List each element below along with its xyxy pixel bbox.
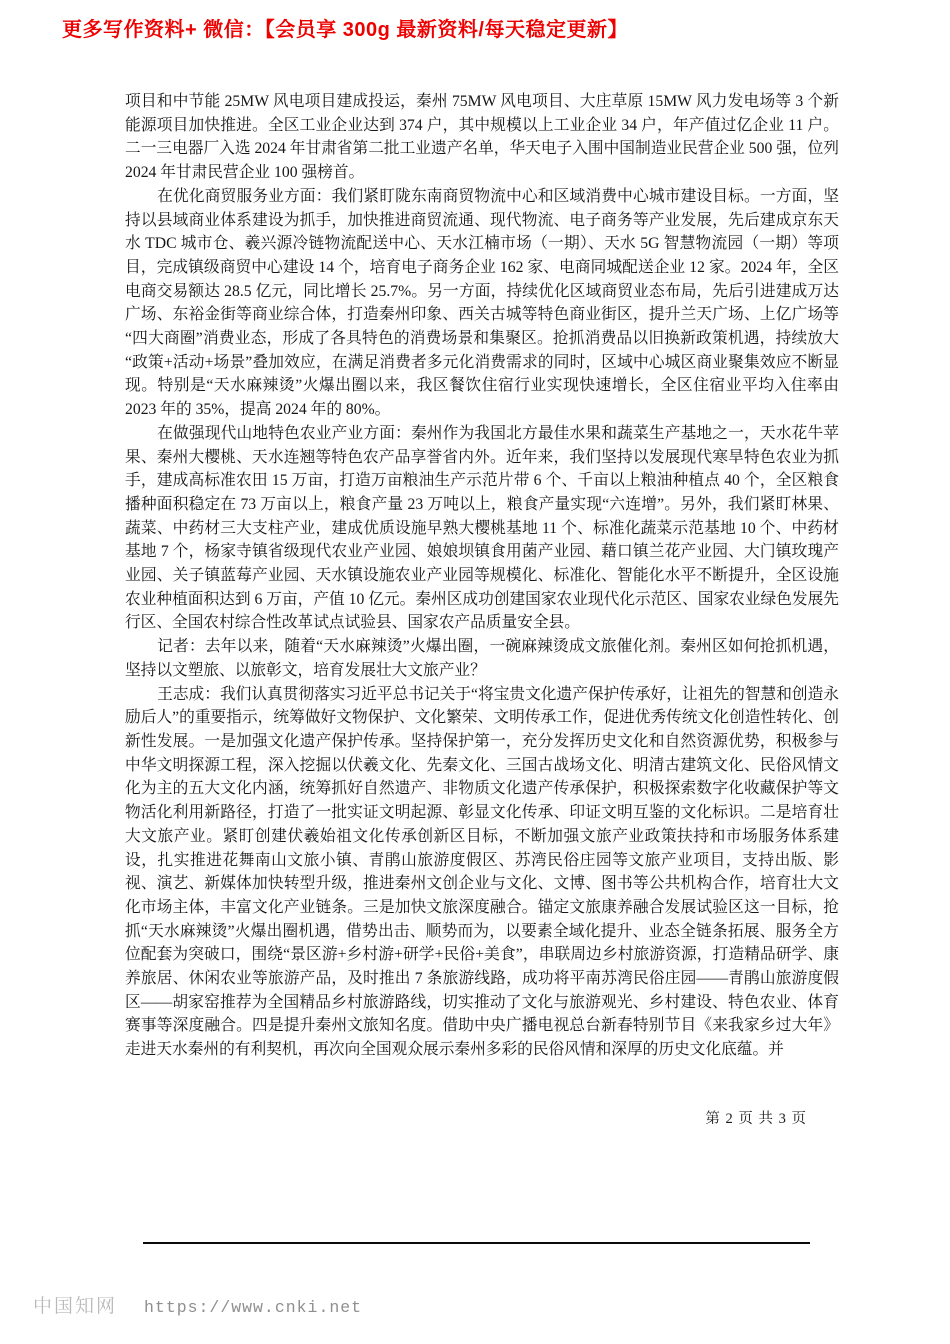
paragraph-industry-continuation: 项目和中节能 25MW 风电项目建成投运，秦州 75MW 风电项目、大庄草原 15MW 风力发电场等 3 个新能源项目加快推进。全区工业企业达到 374 户，其中规模以上工业企业 34 户，年产值过亿企业 11 户。二一三电器厂入选 2024 年甘肃省第二批工业遗产名单，华天电子入围中国制造业民营企业 500 强，位列 2024 年甘肃民营企业 100 强榜首。 bbox=[125, 93, 839, 182]
paragraph-reporter-question: 记者：去年以来，随着“天水麻辣烫”火爆出圈，一碗麻辣烫成文旅催化剂。秦州区如何抢抓机遇，坚持以文塑旅、以旅彰文，培育发展壮大文旅产业？ bbox=[125, 638, 839, 679]
document-page-content bbox=[125, 90, 839, 1062]
paragraph-mountain-agriculture: 在做强现代山地特色农业产业方面：秦州作为我国北方最佳水果和蔬菜生产基地之一，天水花牛苹果、秦州大樱桃、天水连翘等特色农产品享誉省内外。近年来，我们坚持以发展现代寒旱特色农业为抓手，建成高标准农田 15 万亩，打造万亩粮油生产示范片带 6 个、千亩以上粮油种植点 40 个，全区粮食播种面积稳定在 73 万亩以上，粮食产量 23 万吨以上，粮食产量实现“六连增”。另外，我们紧盯林果、蔬菜、中药材三大支柱产业，建成优质设施早熟大樱桃基地 11 个、标准化蔬菜示范基地 10 个、中药材基地 7 个，杨家寺镇省级现代农业产业园、娘娘坝镇食用菌产业园、藉口镇兰花产业园、大门镇玫瑰产业园、关子镇蓝莓产业园、天水镇设施农业产业园等规模化、标准化、智能化水平不断提升，全区设施农业种植面积达到 6 万亩，产值 10 亿元。秦州区成功创建国家农业现代化示范区、国家农业绿色发展先行区、全国农村综合性改革试点试验县、国家农产品质量安全县。 bbox=[125, 424, 839, 632]
cnki-url: https://www.cnki.net bbox=[144, 1298, 363, 1317]
promo-banner: 更多写作资料+ 微信：【会员享 300g 最新资料/每天稳定更新】 bbox=[62, 19, 628, 41]
cnki-logo-text: 中国知网 bbox=[33, 1296, 118, 1317]
footer-divider bbox=[143, 1242, 810, 1244]
page-number: 第 2 页 共 3 页 bbox=[705, 1111, 807, 1127]
paragraph-commerce-services: 在优化商贸服务业方面：我们紧盯陇东南商贸物流中心和区域消费中心城市建设目标。一方面，坚持以县域商业体系建设为抓手，加快推进商贸流通、现代物流、电子商务等产业发展，先后建成京东天水 TDC 城市仓、羲兴源冷链物流配送中心、天水江楠市场（一期）、天水 5G 智慧物流园（一期）等项目，完成镇级商贸中心建设 14 个，培育电子商务企业 162 家、电商同城配送企业 12 家。2024 年，全区电商交易额达 28.5 亿元，同比增长 25.7%。另一方面，持续优化区域商贸业态布局，先后引进建成万达广场、东裕金街等商业综合体，打造秦州印象、西关古城等特色商业街区，提升兰天广场、上亿广场等“四大商圈”消费业态，形成了各具特色的消费场景和集聚区。抢抓消费品以旧换新政策机遇，持续放大“政策+活动+场景”叠加效应，在满足消费者多元化消费需求的同时，区域中心城区商业聚集效应不断显现。特别是“天水麻辣烫”火爆出圈以来，我区餐饮住宿行业实现快速增长，全区住宿业平均入住率由 2023 年的 35%，提高 2024 年的 80%。 bbox=[125, 187, 839, 419]
paragraph-culture-tourism-answer: 王志成：我们认真贯彻落实习近平总书记关于“将宝贵文化遗产保护传承好，让祖先的智慧和创造永励后人”的重要指示，统筹做好文物保护、文化繁荣、文明传承工作，促进优秀传统文化创造性转化、创新性发展。一是加强文化遗产保护传承。坚持保护第一，充分发挥历史文化和自然资源优势，积极参与中华文明探源工程，深入挖掘以伏羲文化、先秦文化、三国古战场文化、明清古建筑文化、民俗风情文化为主的五大文化内涵，统筹抓好自然遗产、非物质文化遗产传承保护，积极探索数字化收藏保护等文物活化利用新路径，打造了一批实证文明起源、彰显文化传承、印证文明互鉴的文化标识。二是培育壮大文旅产业。紧盯创建伏羲始祖文化传承创新区目标，不断加强文旅产业政策扶持和市场服务体系建设，扎实推进花舞南山文旅小镇、青鹃山旅游度假区、苏湾民俗庄园等文旅产业项目，支持出版、影视、演艺、新媒体加快转型升级，推进秦州文创企业与文化、文博、图书等公共机构合作，培育壮大文化市场主体，丰富文化产业链条。三是加快文旅深度融合。锚定文旅康养融合发展试验区这一目标，抢抓“天水麻辣烫”火爆出圈机遇，借势出击、顺势而为，以要素全域化提升、业态全链条拓展、服务全方位配套为突破口，围绕“景区游+乡村游+研学+民俗+美食”，串联周边乡村旅游资源，打造精品研学、康养旅居、休闲农业等旅游产品，及时推出 7 条旅游线路，成功将平南苏湾民俗庄园——青鹃山旅游度假区——胡家窑推荐为全国精品乡村旅游路线，切实推动了文化与旅游观光、乡村建设、特色农业、体育赛事等深度融合。四是提升秦州文旅知名度。借助中央广播电视总台新春特别节目《来我家乡过大年》走进天水秦州的有利契机，再次向全国观众展示秦州多彩的民俗风情和深厚的历史文化底蕴。并 bbox=[125, 685, 839, 1059]
cnki-watermark-row bbox=[33, 1291, 362, 1318]
